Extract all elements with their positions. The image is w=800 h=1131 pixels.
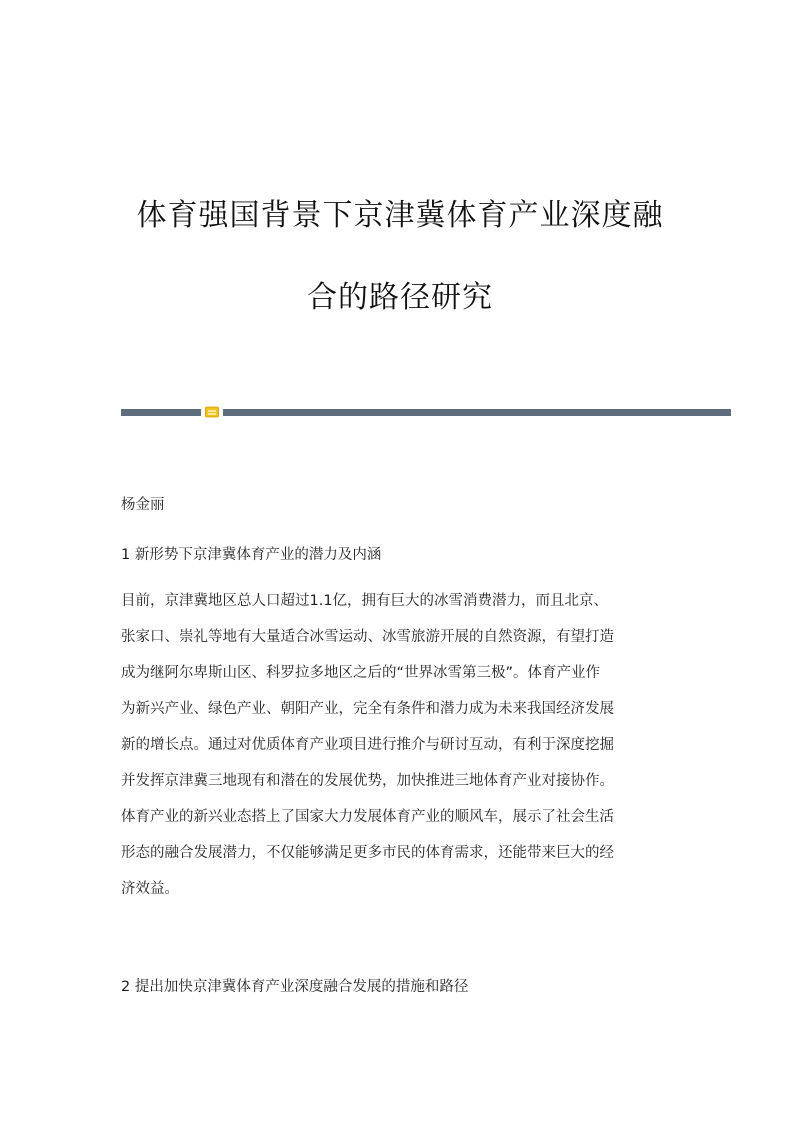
paragraph-line: 为新兴产业、绿色产业、朝阳产业，完全有条件和潜力成为未来我国经济发展 <box>121 701 614 717</box>
document-title-line-2: 合的路径研究 <box>307 280 493 315</box>
section-1-paragraph <box>121 592 681 916</box>
paragraph-line: 张家口、崇礼等地有大量适合冰雪运动、冰雪旅游开展的自然资源，有望打造 <box>121 629 614 645</box>
paragraph-line: 成为继阿尔卑斯山区、科罗拉多地区之后的“世界冰雪第三极”。体育产业作 <box>121 665 601 681</box>
section-heading-2: 2 提出加快京津冀体育产业深度融合发展的措施和路径 <box>121 979 469 995</box>
paragraph-line: 新的增长点。通过对优质体育产业项目进行推介与研讨互动，有利于深度挖掘 <box>121 737 614 753</box>
section-heading-1: 1 新形势下京津冀体育产业的潜力及内涵 <box>121 547 382 563</box>
title-divider-right <box>223 409 731 416</box>
paragraph-line: 体育产业的新兴业态搭上了国家大力发展体育产业的顺风车，展示了社会生活 <box>121 809 614 825</box>
paragraph-line: 形态的融合发展潜力，不仅能够满足更多市民的体育需求，还能带来巨大的经 <box>121 845 614 861</box>
document-title-line-1: 体育强国背景下京津冀体育产业深度融 <box>136 198 664 233</box>
author-name: 杨金丽 <box>121 497 165 513</box>
paragraph-line: 并发挥京津冀三地现有和潜在的发展优势，加快推进三地体育产业对接协作。 <box>121 773 614 789</box>
paragraph-line: 济效益。 <box>121 881 179 897</box>
book-icon <box>205 406 219 418</box>
title-divider-left <box>121 409 201 416</box>
paragraph-line: 目前，京津冀地区总人口超过1.1亿，拥有巨大的冰雪消费潜力，而且北京、 <box>121 593 609 609</box>
